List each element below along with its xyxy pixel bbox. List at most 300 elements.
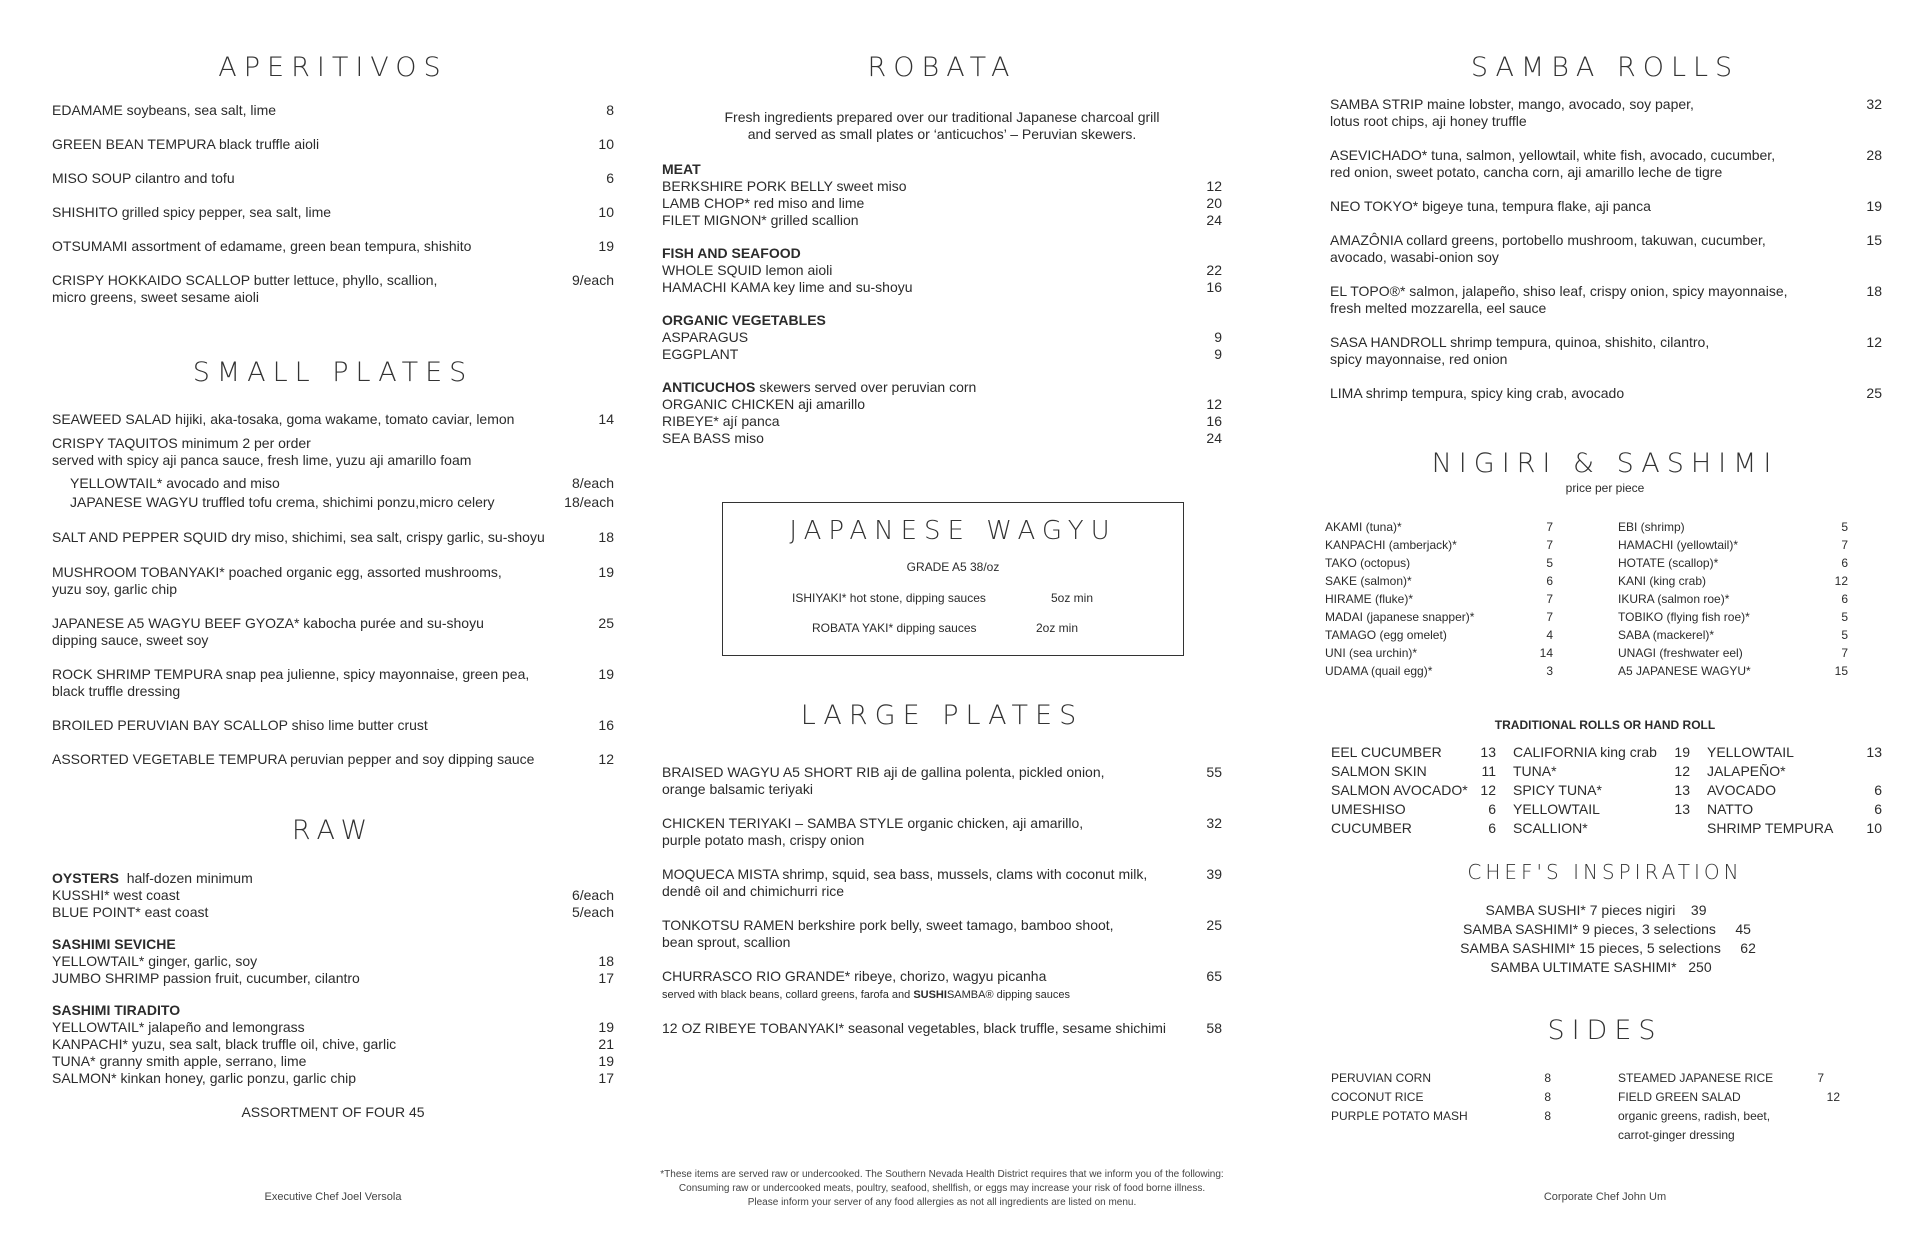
- menu-item: [1330, 147, 1882, 181]
- nigiri-item: [1618, 572, 1848, 590]
- traditional-col-2: [1513, 743, 1690, 838]
- item-price: 19: [598, 1053, 614, 1069]
- item-desc: MISO SOUP cilantro and tofu: [52, 170, 235, 186]
- roll-name: SALMON AVOCADO*: [1331, 782, 1468, 798]
- chefs-item: [1325, 939, 1885, 958]
- item-price: 12: [1866, 334, 1882, 350]
- samba-rolls-title: SAMBA ROLLS: [1470, 52, 1740, 83]
- item-price: 58: [1206, 1020, 1222, 1036]
- nigiri-item: [1618, 662, 1848, 680]
- taquitos-note: served with spicy aji panca sauce, fresh lime, yuzu aji amarillo foam: [52, 452, 472, 468]
- chefs-inspiration-list: [1325, 901, 1885, 977]
- item-desc: YELLOWTAIL* avocado and miso: [70, 475, 280, 491]
- nigiri-price: 4: [1546, 628, 1553, 642]
- item-price: 9: [1214, 346, 1222, 362]
- item-desc: ASSORTED VEGETABLE TEMPURA peruvian pepper and soy dipping sauce: [52, 751, 535, 767]
- wagyu-item-min: 5oz min: [1051, 591, 1094, 605]
- roll-item: [1331, 762, 1496, 781]
- roll-item: [1331, 743, 1496, 762]
- menu-item: [52, 904, 614, 921]
- nigiri-name: KANI (king crab): [1618, 574, 1707, 588]
- roll-name: NATTO: [1707, 801, 1754, 817]
- nigiri-name: HIRAME (fluke)*: [1325, 592, 1414, 606]
- item-price: 22: [1206, 262, 1222, 278]
- item-desc: SASA HANDROLL shrimp tempura, quinoa, shishito, cilantro,: [1330, 334, 1710, 350]
- item-desc: CHICKEN TERIYAKI – SAMBA STYLE organic chicken, aji amarillo,: [662, 815, 1084, 831]
- item-desc: SEAWEED SALAD hijiki, aka-tosaka, goma wakame, tomato caviar, lemon: [52, 411, 515, 427]
- robata-intro-1: Fresh ingredients prepared over our traditional Japanese charcoal grill: [724, 109, 1160, 125]
- side-item: [1618, 1088, 1840, 1107]
- chefs-item-name: SAMBA SUSHI* 7 pieces nigiri: [1485, 902, 1676, 918]
- nigiri-price: 6: [1841, 592, 1848, 606]
- chefs-item-name: SAMBA SASHIMI* 9 pieces, 3 selections: [1463, 921, 1716, 937]
- nigiri-item: [1618, 518, 1848, 536]
- roll-price: 6: [1874, 801, 1882, 817]
- nigiri-item: [1618, 536, 1848, 554]
- assortment-line: ASSORTMENT OF FOUR 45: [241, 1104, 425, 1120]
- menu-item: [662, 815, 1222, 849]
- roll-name: CALIFORNIA king crab: [1513, 744, 1657, 760]
- disclaimer-line-2: Consuming raw or undercooked meats, poultry, seafood, shellfish, or eggs may increase your risk of food borne illness.: [678, 1183, 1206, 1194]
- nigiri-price: 5: [1841, 610, 1848, 624]
- menu-item: [1330, 232, 1882, 266]
- item-price: 19: [1866, 198, 1882, 214]
- nigiri-name: EBI (shrimp): [1618, 520, 1685, 534]
- disclaimer-line-1: *These items are served raw or undercooked. The Southern Nevada Health District requires that we inform you of the following:: [660, 1169, 1224, 1180]
- roll-name: YELLOWTAIL SCALLION*: [1513, 801, 1600, 836]
- item-desc: SHISHITO grilled spicy pepper, sea salt, lime: [52, 204, 332, 220]
- item-desc: MUSHROOM TOBANYAKI* poached organic egg, assorted mushrooms,: [52, 564, 502, 580]
- sides-right-list: [1618, 1069, 1840, 1145]
- chefs-inspiration-title: CHEF'S INSPIRATION: [1467, 860, 1743, 884]
- side-item: [1331, 1088, 1551, 1107]
- item-desc: TUNA* granny smith apple, serrano, lime: [52, 1053, 307, 1069]
- item-desc: MOQUECA MISTA shrimp, squid, sea bass, mussels, clams with coconut milk,: [662, 866, 1148, 882]
- item-price: 15: [1866, 232, 1882, 248]
- item-desc: BROILED PERUVIAN BAY SCALLOP shiso lime butter crust: [52, 717, 428, 733]
- sushi-brand: SUSHI: [913, 989, 947, 1001]
- chefs-item-name: SAMBA SASHIMI* 15 pieces, 5 selections: [1460, 940, 1721, 956]
- item-note-c: SAMBA® dipping sauces: [946, 989, 1070, 1001]
- item-price: 6: [606, 170, 614, 186]
- item-desc: FILET MIGNON* grilled scallion: [662, 212, 859, 228]
- samba-rolls-list: [1330, 96, 1882, 402]
- item-desc-2: purple potato mash, crispy onion: [662, 832, 865, 848]
- menu-item: [52, 204, 614, 221]
- oysters-note: half-dozen minimum: [126, 870, 253, 886]
- menu-item: [52, 136, 614, 153]
- item-desc: NEO TOKYO* bigeye tuna, tempura flake, aji panca: [1330, 198, 1651, 214]
- nigiri-name: A5 JAPANESE WAGYU*: [1618, 664, 1751, 678]
- menu-item: [52, 1019, 614, 1036]
- corporate-chef: Corporate Chef John Um: [1543, 1191, 1667, 1203]
- item-price: 8: [606, 102, 614, 118]
- taquitos-head: CRISPY TAQUITOS minimum 2 per order: [52, 435, 311, 451]
- chefs-item-price: 45: [1735, 921, 1751, 937]
- menu-item: [52, 1053, 614, 1070]
- menu-item: [52, 887, 614, 904]
- menu-item: [52, 170, 614, 187]
- roll-price: 13: [1674, 801, 1690, 817]
- menu-item: [662, 866, 1222, 900]
- oysters-heading: OYSTERS: [52, 870, 119, 886]
- roll-price: 10: [1866, 820, 1882, 836]
- nigiri-name: SAKE (salmon)*: [1325, 574, 1412, 588]
- aperitivos-list: [52, 102, 614, 306]
- item-desc: BRAISED WAGYU A5 SHORT RIB aji de gallina polenta, pickled onion,: [662, 764, 1105, 780]
- item-price: 12: [1206, 178, 1222, 194]
- item-price: 14: [598, 411, 614, 427]
- item-desc: TONKOTSU RAMEN berkshire pork belly, sweet tamago, bamboo shoot,: [662, 917, 1114, 933]
- robata-intro-2: and served as small plates or ‘anticuchos’ – Peruvian skewers.: [747, 126, 1137, 142]
- robata-list: [662, 161, 1222, 447]
- menu-item: [662, 413, 1222, 430]
- roll-price: 6: [1874, 782, 1882, 798]
- nigiri-item: [1325, 626, 1553, 644]
- menu-item: [662, 279, 1222, 296]
- roll-price: 12: [1480, 782, 1496, 798]
- menu-item: [1330, 385, 1882, 402]
- sides-title: SIDES: [1547, 1015, 1663, 1046]
- roll-item: [1513, 743, 1690, 762]
- item-desc: ROCK SHRIMP TEMPURA snap pea julienne, spicy mayonnaise, green pea,: [52, 666, 530, 682]
- roll-price: 13: [1480, 744, 1496, 760]
- nigiri-name: KANPACHI (amberjack)*: [1325, 538, 1457, 552]
- side-name: PURPLE POTATO MASH: [1331, 1109, 1468, 1123]
- item-price: 32: [1206, 815, 1222, 831]
- item-desc-2: fresh melted mozzarella, eel sauce: [1330, 300, 1547, 316]
- item-desc: ASEVICHADO* tuna, salmon, yellowtail, white fish, avocado, cucumber,: [1330, 147, 1776, 163]
- item-desc: EDAMAME soybeans, sea salt, lime: [52, 102, 277, 118]
- health-disclaimer: [642, 1168, 1242, 1210]
- side-price: 8: [1544, 1090, 1551, 1104]
- chefs-item: [1325, 920, 1885, 939]
- nigiri-item: [1618, 554, 1848, 572]
- item-desc: SALT AND PEPPER SQUID dry miso, shichimi, sea salt, crispy garlic, su-shoyu: [52, 529, 545, 545]
- nigiri-item: [1618, 644, 1848, 662]
- item-desc: JAPANESE A5 WAGYU BEEF GYOZA* kabocha purée and su-shoyu: [52, 615, 484, 631]
- menu-item: [52, 529, 614, 546]
- roll-price: 19: [1674, 744, 1690, 760]
- item-desc: OTSUMAMI assortment of edamame, green bean tempura, shishito: [52, 238, 472, 254]
- nigiri-price: 5: [1841, 520, 1848, 534]
- menu-item: [52, 411, 614, 428]
- item-desc-2: micro greens, sweet sesame aioli: [52, 289, 259, 305]
- item-desc-2: black truffle dressing: [52, 683, 181, 699]
- executive-chef: Executive Chef Joel Versola: [264, 1191, 402, 1203]
- chefs-item: [1325, 901, 1885, 920]
- nigiri-name: UNI (sea urchin)*: [1325, 646, 1418, 660]
- nigiri-item: [1618, 590, 1848, 608]
- nigiri-item: [1325, 572, 1553, 590]
- menu-item: [52, 564, 614, 598]
- item-price: 55: [1206, 764, 1222, 780]
- item-price: 28: [1866, 147, 1882, 163]
- nigiri-item: [1325, 536, 1553, 554]
- chefs-item-name: SAMBA ULTIMATE SASHIMI*: [1490, 959, 1677, 975]
- menu-item: [1330, 334, 1882, 368]
- item-desc: BERKSHIRE PORK BELLY sweet miso: [662, 178, 907, 194]
- item-desc-2: bean sprout, scallion: [662, 934, 791, 950]
- item-price: 19: [598, 1019, 614, 1035]
- menu-item: [1330, 283, 1882, 317]
- item-desc-2: red onion, sweet potato, cancha corn, aji amarillo leche de tigre: [1330, 164, 1723, 180]
- nigiri-subtitle: price per piece: [1565, 481, 1645, 495]
- roll-name: CUCUMBER: [1331, 820, 1412, 836]
- item-desc: ASPARAGUS: [662, 329, 749, 345]
- item-price: 16: [1206, 279, 1222, 295]
- item-price: 25: [1866, 385, 1882, 401]
- chefs-item-price: 250: [1688, 959, 1712, 975]
- item-price: 19: [598, 238, 614, 254]
- item-desc: BLUE POINT* east coast: [52, 904, 209, 920]
- nigiri-item: [1325, 662, 1553, 680]
- item-price: 25: [598, 615, 614, 631]
- traditional-rolls-heading: TRADITIONAL ROLLS OR HAND ROLL: [1494, 718, 1716, 732]
- menu-item: [662, 764, 1222, 798]
- roll-name: TUNA*: [1513, 763, 1557, 779]
- nigiri-name: SABA (mackerel)*: [1618, 628, 1715, 642]
- salad-note-1: organic greens, radish, beet,: [1618, 1109, 1771, 1123]
- side-price: 8: [1544, 1109, 1551, 1123]
- wagyu-title: JAPANESE WAGYU: [789, 516, 1117, 546]
- menu-item: [662, 917, 1222, 951]
- nigiri-title: NIGIRI & SASHIMI: [1431, 448, 1779, 479]
- wagyu-item-desc: ISHIYAKI* hot stone, dipping sauces: [792, 591, 986, 605]
- item-price: 19: [598, 666, 614, 682]
- menu-item: [52, 717, 614, 734]
- item-desc: JUMBO SHRIMP passion fruit, cucumber, cilantro: [52, 970, 360, 986]
- item-desc: CRISPY HOKKAIDO SCALLOP butter lettuce, phyllo, scallion,: [52, 272, 438, 288]
- chefs-item-price: 62: [1740, 940, 1756, 956]
- menu-item: [662, 430, 1222, 447]
- nigiri-right-list: [1618, 518, 1848, 680]
- nigiri-price: 12: [1834, 574, 1848, 588]
- anticuchos-heading: ANTICUCHOS: [662, 379, 756, 395]
- menu-item: [52, 1036, 614, 1053]
- small-plates-list: [52, 411, 614, 768]
- menu-item: [52, 953, 614, 970]
- wagyu-item-desc: ROBATA YAKI* dipping sauces: [812, 621, 977, 635]
- menu-item: [52, 751, 614, 768]
- item-desc: HAMACHI KAMA key lime and su-shoyu: [662, 279, 913, 295]
- nigiri-name: MADAI (japanese snapper)*: [1325, 610, 1475, 624]
- nigiri-price: 5: [1546, 556, 1553, 570]
- raw-title: RAW: [291, 815, 375, 846]
- side-price: 7: [1817, 1071, 1824, 1085]
- small-plates-title: SMALL PLATES: [192, 357, 474, 388]
- menu-item: [52, 1070, 614, 1087]
- menu-item: [52, 615, 614, 649]
- side-name: STEAMED JAPANESE RICE: [1618, 1071, 1774, 1085]
- robata-intro: [662, 109, 1222, 143]
- item-price: 17: [598, 1070, 614, 1086]
- roll-name: SALMON SKIN: [1331, 763, 1427, 779]
- nigiri-price: 6: [1546, 574, 1553, 588]
- item-desc-2: dipping sauce, sweet soy: [52, 632, 209, 648]
- nigiri-name: TOBIKO (flying fish roe)*: [1618, 610, 1750, 624]
- item-price: 32: [1866, 96, 1882, 112]
- menu-item: [52, 102, 614, 119]
- item-price: 18: [1866, 283, 1882, 299]
- nigiri-name: UNAGI (freshwater eel): [1618, 646, 1743, 660]
- item-desc-2: yuzu soy, garlic chip: [52, 581, 178, 597]
- side-name: PERUVIAN CORN: [1331, 1071, 1432, 1085]
- roll-item: [1707, 781, 1882, 800]
- item-desc: SALMON* kinkan honey, garlic ponzu, garlic chip: [52, 1070, 357, 1086]
- roll-item: [1513, 762, 1690, 781]
- side-item: [1331, 1107, 1551, 1126]
- item-price: 9/each: [571, 272, 614, 288]
- nigiri-name: IKURA (salmon roe)*: [1618, 592, 1730, 606]
- roll-item: [1513, 781, 1690, 800]
- menu-item: [662, 329, 1222, 346]
- item-desc: YELLOWTAIL* ginger, garlic, soy: [52, 953, 258, 969]
- menu-item: [1330, 96, 1882, 130]
- item-desc: SAMBA STRIP maine lobster, mango, avocado, soy paper,: [1330, 96, 1694, 112]
- taquito-option: [52, 493, 614, 512]
- nigiri-item: [1325, 590, 1553, 608]
- item-desc: LAMB CHOP* red miso and lime: [662, 195, 865, 211]
- item-price: 20: [1206, 195, 1222, 211]
- item-price: 12: [1206, 396, 1222, 412]
- roll-item: [1707, 819, 1882, 838]
- item-price: 16: [1206, 413, 1222, 429]
- roll-item: [1513, 800, 1690, 838]
- item-desc: EL TOPO®* salmon, jalapeño, shiso leaf, crispy onion, spicy mayonnaise,: [1330, 283, 1788, 299]
- chefs-item: [1325, 958, 1885, 977]
- item-price: 65: [1206, 968, 1222, 984]
- side-item: [1331, 1069, 1551, 1088]
- item-desc: KUSSHI* west coast: [52, 887, 180, 903]
- item-desc-2: spicy mayonnaise, red onion: [1330, 351, 1508, 367]
- item-price: 12: [598, 751, 614, 767]
- item-price: 8/each: [571, 475, 614, 491]
- nigiri-name: HAMACHI (yellowtail)*: [1618, 538, 1739, 552]
- item-price: 17: [598, 970, 614, 986]
- item-desc: KANPACHI* yuzu, sea salt, black truffle oil, chive, garlic: [52, 1036, 397, 1052]
- anticuchos-note: skewers served over peruvian corn: [759, 379, 977, 395]
- roll-price: 12: [1674, 763, 1690, 779]
- nigiri-item: [1325, 644, 1553, 662]
- nigiri-price: 14: [1539, 646, 1553, 660]
- nigiri-item: [1325, 608, 1553, 626]
- large-plates-list: [662, 764, 1222, 1037]
- item-price: 25: [1206, 917, 1222, 933]
- item-price: 18/each: [564, 494, 614, 510]
- traditional-col-1: [1331, 743, 1496, 838]
- traditional-col-3: [1707, 743, 1882, 838]
- side-price: 8: [1544, 1071, 1551, 1085]
- nigiri-name: UDAMA (quail egg)*: [1325, 664, 1433, 678]
- item-price: 39: [1206, 866, 1222, 882]
- seviche-heading: SASHIMI SEVICHE: [52, 936, 176, 952]
- menu-item: [662, 1020, 1222, 1037]
- item-desc: YELLOWTAIL* jalapeño and lemongrass: [52, 1019, 305, 1035]
- side-name: COCONUT RICE: [1331, 1090, 1424, 1104]
- item-price: 10: [598, 204, 614, 220]
- large-plates-title: LARGE PLATES: [800, 700, 1084, 731]
- nigiri-price: 7: [1546, 520, 1553, 534]
- item-desc: LIMA shrimp tempura, spicy king crab, avocado: [1330, 385, 1625, 401]
- menu-item: [662, 396, 1222, 413]
- item-desc: 12 OZ RIBEYE TOBANYAKI* seasonal vegetables, black truffle, sesame shichimi: [662, 1020, 1166, 1036]
- wagyu-item-min: 2oz min: [1036, 621, 1079, 635]
- roll-price: 11: [1481, 763, 1496, 779]
- roll-name: SHRIMP TEMPURA: [1707, 820, 1834, 836]
- item-price: 24: [1206, 212, 1222, 228]
- roll-item: [1331, 781, 1496, 800]
- item-price: 18: [598, 529, 614, 545]
- item-desc-2: orange balsamic teriyaki: [662, 781, 813, 797]
- side-price: 12: [1826, 1090, 1840, 1104]
- side-name: FIELD GREEN SALAD: [1618, 1090, 1741, 1104]
- item-desc: AMAZÔNIA collard greens, portobello mushroom, takuwan, cucumber,: [1330, 232, 1766, 248]
- nigiri-price: 7: [1546, 610, 1553, 624]
- meat-heading: MEAT: [662, 161, 701, 177]
- disclaimer-line-3: Please inform your server of any food allergies as not all ingredients are listed on menu.: [747, 1197, 1137, 1208]
- nigiri-item: [1325, 518, 1553, 536]
- nigiri-name: TAMAGO (egg omelet): [1325, 628, 1447, 642]
- nigiri-price: 5: [1841, 628, 1848, 642]
- nigiri-price: 7: [1546, 538, 1553, 552]
- tiradito-heading: SASHIMI TIRADITO: [52, 1002, 181, 1018]
- roll-name: SPICY TUNA*: [1513, 782, 1602, 798]
- taquito-option: [52, 474, 614, 493]
- sides-left-list: [1331, 1069, 1551, 1126]
- japanese-wagyu-box: [722, 502, 1184, 656]
- item-desc: JAPANESE WAGYU truffled tofu crema, shichimi ponzu,micro celery: [70, 494, 495, 510]
- raw-list: [52, 870, 614, 1121]
- menu-item: [662, 195, 1222, 212]
- roll-item: [1707, 743, 1882, 781]
- menu-item: [52, 272, 614, 306]
- item-note-a: served with black beans, collard greens, farofa and: [662, 989, 914, 1001]
- item-price: 19: [598, 564, 614, 580]
- menu-item: [662, 212, 1222, 229]
- menu-item: [1330, 198, 1882, 215]
- robata-title: ROBATA: [867, 52, 1017, 83]
- roll-item: [1331, 819, 1496, 838]
- chefs-item-price: 39: [1690, 902, 1707, 918]
- item-desc: RIBEYE* ají panca: [662, 413, 780, 429]
- item-desc: GREEN BEAN TEMPURA black truffle aioli: [52, 136, 320, 152]
- roll-item: [1707, 800, 1882, 819]
- item-desc: ORGANIC CHICKEN aji amarillo: [662, 396, 866, 412]
- menu-item: [52, 970, 614, 987]
- nigiri-item: [1618, 608, 1848, 626]
- item-price: 9: [1214, 329, 1222, 345]
- nigiri-price: 3: [1546, 664, 1553, 678]
- nigiri-item: [1325, 554, 1553, 572]
- roll-name: UMESHISO: [1331, 801, 1406, 817]
- item-price: 5/each: [571, 904, 614, 920]
- item-price: 10: [598, 136, 614, 152]
- menu-item: [662, 346, 1222, 363]
- nigiri-price: 6: [1841, 556, 1848, 570]
- menu-item: [662, 262, 1222, 279]
- item-desc-2: avocado, wasabi-onion soy: [1330, 249, 1499, 265]
- aperitivos-title: APERITIVOS: [218, 52, 448, 83]
- item-price: 18: [598, 953, 614, 969]
- menu-item: [662, 178, 1222, 195]
- roll-price: 13: [1866, 744, 1882, 760]
- item-price: 16: [598, 717, 614, 733]
- side-item: [1618, 1069, 1840, 1088]
- nigiri-left-list: [1325, 518, 1553, 680]
- item-desc: CHURRASCO RIO GRANDE* ribeye, chorizo, wagyu picanha: [662, 968, 1047, 984]
- item-desc: EGGPLANT: [662, 346, 739, 362]
